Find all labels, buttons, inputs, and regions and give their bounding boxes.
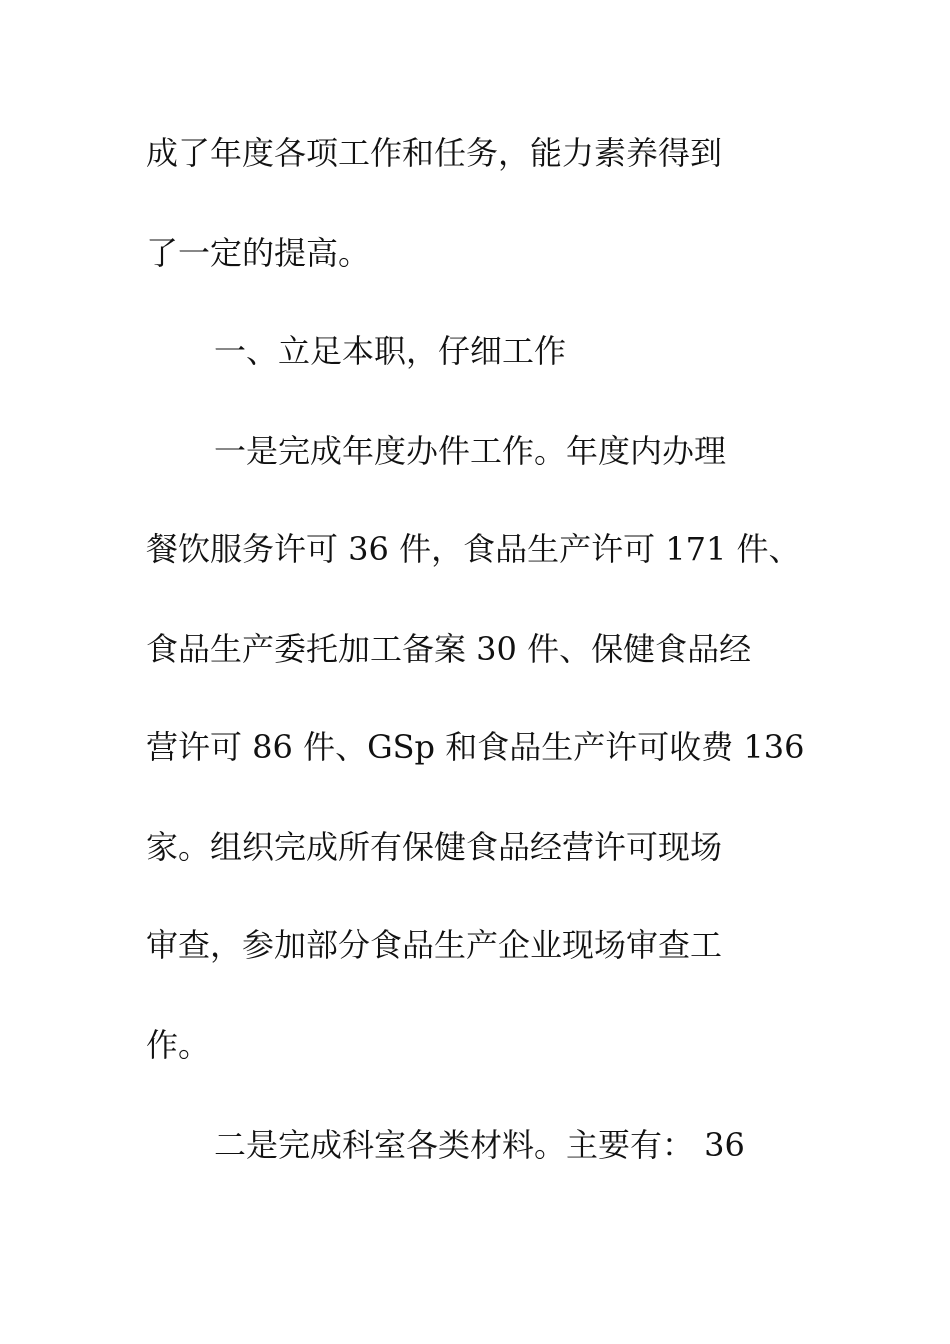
body-text-line: 成了年度各项工作和任务，能力素养得到 <box>146 134 723 172</box>
body-text-line: 审查，参加部分食品生产企业现场审查工 <box>146 926 723 964</box>
body-text-line: 家。组织完成所有保健食品经营许可现场 <box>146 828 723 866</box>
body-text-line: 食品生产委托加工备案 30 件、保健食品经 <box>146 630 752 668</box>
body-text-line: 作。 <box>146 1026 211 1064</box>
body-text-line: 餐饮服务许可 36 件，食品生产许可 171 件、 <box>146 530 801 568</box>
body-text-line: 营许可 86 件、GSp 和食品生产许可收费 136 <box>146 728 805 766</box>
paragraph-start-line: 一是完成年度办件工作。年度内办理 <box>214 432 727 470</box>
paragraph-start-line: 二是完成科室各类材料。主要有： 36 <box>214 1126 745 1164</box>
body-text-line: 了一定的提高。 <box>146 234 371 272</box>
section-heading: 一、立足本职，仔细工作 <box>214 332 567 370</box>
